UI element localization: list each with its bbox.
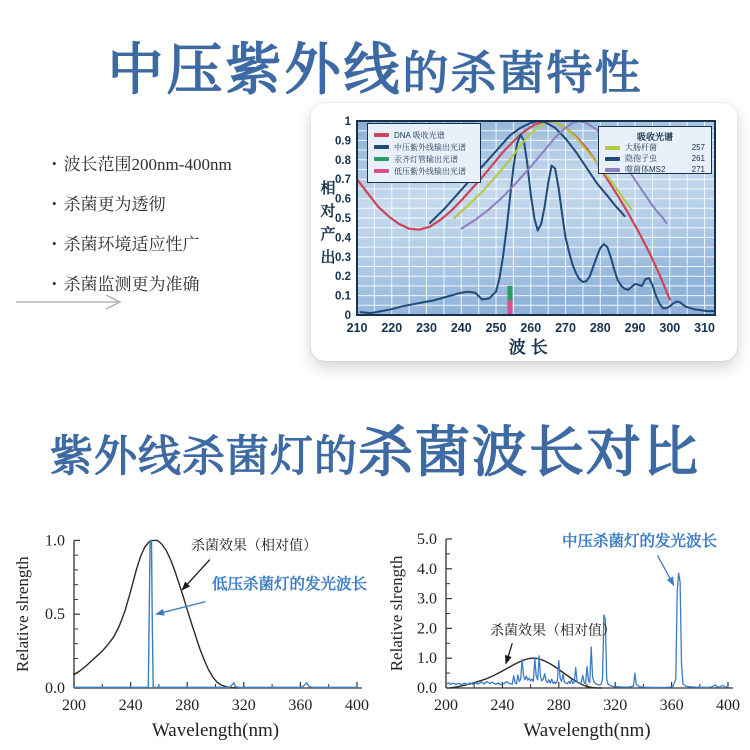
svg-text:Wavelength(nm): Wavelength(nm) — [523, 720, 651, 741]
svg-text:0.8: 0.8 — [335, 154, 351, 167]
output-spectra-legend — [367, 123, 481, 183]
svg-text:310: 310 — [694, 321, 716, 335]
legend-row — [605, 164, 705, 175]
legend-row — [605, 142, 705, 153]
page-title — [0, 26, 750, 106]
svg-text:0.0: 0.0 — [45, 680, 65, 697]
svg-text:260: 260 — [520, 321, 542, 335]
page-title-suffix: 的杀菌特性 — [402, 47, 643, 99]
svg-text:230: 230 — [416, 321, 437, 335]
svg-text:4.0: 4.0 — [417, 560, 437, 578]
svg-text:240: 240 — [450, 321, 472, 335]
svg-text:相: 相 — [320, 180, 336, 197]
svg-text:Relative slrength: Relative slrength — [387, 555, 406, 672]
right-arrow-icon — [14, 293, 136, 311]
svg-text:出: 出 — [320, 249, 336, 266]
svg-text:0.7: 0.7 — [335, 174, 351, 187]
feature-bullet-list — [52, 150, 232, 310]
svg-text:5.0: 5.0 — [417, 530, 437, 548]
legend-label: 汞齐灯管输出光谱 — [394, 154, 458, 164]
legend-value: 271 — [691, 165, 705, 174]
svg-text:0.5: 0.5 — [45, 606, 65, 624]
legend-row — [374, 129, 474, 141]
medium-pressure-output-swatch — [374, 145, 389, 149]
svg-text:280: 280 — [175, 697, 200, 714]
svg-text:1.0: 1.0 — [417, 650, 437, 668]
svg-text:1: 1 — [344, 116, 351, 128]
svg-text:280: 280 — [546, 697, 571, 714]
svg-text:0.6: 0.6 — [335, 193, 351, 206]
svg-text:360: 360 — [659, 697, 684, 714]
svg-text:0.4: 0.4 — [335, 232, 351, 245]
annotation-low-pressure-wavelength: 低压杀菌灯的发光波长 — [212, 576, 368, 593]
page-title-main: 中压紫外线 — [107, 38, 403, 101]
svg-text:280: 280 — [589, 321, 611, 335]
legend-label: 噬菌体MS2 — [625, 165, 666, 174]
svg-text:Wavelength(nm): Wavelength(nm) — [151, 720, 280, 741]
legend-value: 261 — [691, 154, 705, 163]
svg-text:400: 400 — [716, 697, 740, 714]
svg-text:320: 320 — [231, 697, 256, 714]
svg-text:200: 200 — [434, 697, 458, 714]
bullet-wavelength-range: • 波长范围200nm-400nm — [52, 150, 232, 175]
legend-label: 中压紫外线输出光谱 — [394, 142, 466, 152]
comparison-title-prefix: 紫外线杀菌灯的 — [49, 433, 358, 481]
amalgam-output-swatch — [374, 157, 389, 161]
svg-text:200: 200 — [62, 697, 86, 714]
uv-spectra-chart-card — [311, 103, 737, 361]
annotation-germicidal-effect-low: 杀菌效果（相对值） — [191, 537, 317, 553]
bullet-monitoring: • 杀菌监测更为准确 — [52, 270, 232, 295]
dna-absorption-swatch — [374, 133, 389, 137]
svg-text:220: 220 — [381, 321, 403, 335]
cryptosporidium-swatch — [605, 157, 620, 161]
legend-row — [605, 153, 705, 164]
comparison-title-main: 杀菌波长对比 — [357, 421, 700, 483]
ecoli-swatch — [605, 146, 620, 150]
svg-text:0.1: 0.1 — [335, 290, 351, 303]
annotation-medium-pressure-wavelength: 中压杀菌灯的发光波长 — [562, 533, 718, 550]
svg-text:210: 210 — [346, 321, 368, 335]
annotation-germicidal-effect-medium: 杀菌效果（相对值） — [490, 622, 616, 638]
legend-label: 隐孢子虫 — [625, 154, 657, 163]
comparison-title — [0, 408, 750, 487]
svg-text:400: 400 — [345, 697, 369, 714]
svg-text:0.2: 0.2 — [335, 271, 351, 284]
svg-text:0.3: 0.3 — [335, 251, 351, 264]
bullet-adaptability: • 杀菌环境适应性广 — [52, 230, 232, 255]
legend-row — [374, 165, 474, 177]
svg-text:对: 对 — [320, 203, 336, 220]
svg-text:产: 产 — [320, 226, 336, 243]
svg-text:波长: 波长 — [508, 338, 553, 357]
svg-text:Relative slrength: Relative slrength — [13, 556, 32, 673]
legend-label: 大肠杆菌 — [625, 143, 657, 152]
svg-text:290: 290 — [624, 321, 646, 335]
legend-label: DNA 吸收光谱 — [394, 130, 445, 140]
legend-row — [374, 153, 474, 165]
svg-text:360: 360 — [288, 697, 313, 714]
svg-text:240: 240 — [490, 697, 515, 714]
legend-row — [374, 141, 474, 153]
svg-text:1.0: 1.0 — [45, 532, 65, 550]
low-pressure-output-swatch — [374, 169, 389, 173]
legend-title: 吸收光谱 — [636, 132, 673, 142]
svg-text:2.0: 2.0 — [417, 620, 437, 638]
svg-text:300: 300 — [659, 321, 681, 335]
svg-text:0: 0 — [344, 310, 351, 322]
absorption-spectra-legend — [598, 126, 712, 174]
svg-text:320: 320 — [603, 697, 628, 714]
legend-label: 低压紫外线输出光谱 — [394, 166, 466, 176]
svg-text:250: 250 — [485, 321, 507, 335]
svg-text:0.5: 0.5 — [335, 213, 351, 225]
svg-text:0.0: 0.0 — [417, 680, 437, 697]
svg-text:3.0: 3.0 — [417, 590, 437, 608]
bullet-thorough: • 杀菌更为透彻 — [52, 190, 232, 215]
svg-text:240: 240 — [118, 697, 143, 714]
ms2-phage-swatch — [605, 168, 620, 172]
svg-text:270: 270 — [555, 321, 576, 335]
legend-value: 257 — [691, 143, 705, 152]
svg-text:0.9: 0.9 — [335, 135, 351, 148]
